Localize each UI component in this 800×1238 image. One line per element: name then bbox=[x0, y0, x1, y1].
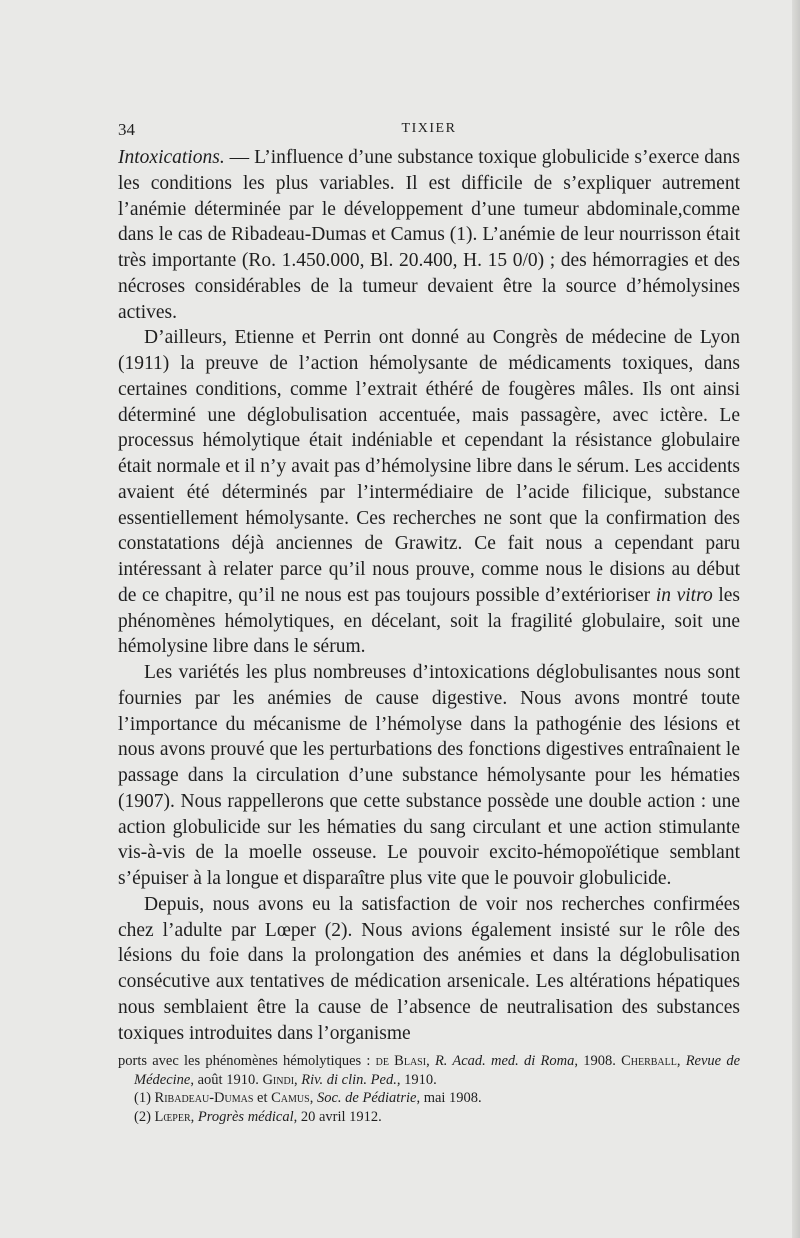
footnote-marker: (1) bbox=[134, 1090, 155, 1106]
paragraph-intoxications bbox=[118, 145, 740, 325]
section-lead: Intoxications. bbox=[118, 147, 225, 168]
author-name: Gindi bbox=[262, 1071, 295, 1088]
footnote-text: , bbox=[426, 1053, 435, 1069]
footnote-marker: (2) bbox=[134, 1108, 155, 1125]
footnote-1 bbox=[134, 1089, 740, 1108]
author-name: de Blasi bbox=[375, 1053, 427, 1069]
footnotes bbox=[118, 1052, 741, 1126]
footnote-continuation bbox=[118, 1052, 741, 1089]
page-edge bbox=[792, 0, 800, 1238]
author-name: Camus bbox=[271, 1090, 310, 1106]
author-name: Cherball bbox=[621, 1053, 677, 1069]
footnote-text: , août 1910. bbox=[190, 1071, 263, 1088]
body-text bbox=[118, 145, 740, 1046]
journal-title: R. Acad. med. di Roma bbox=[434, 1053, 575, 1069]
footnote-text: , 1910. bbox=[396, 1071, 437, 1088]
footnote-text: , bbox=[676, 1053, 686, 1069]
footnote-text: et bbox=[253, 1090, 272, 1106]
page-number: 34 bbox=[118, 120, 135, 139]
paragraph-text: — L’influence d’une substance toxique globulicide s’exerce dans les conditions les plus variables. Il est difficile de s’expliquer autrement l’anémie déterminée par le développement d’une tumeur abdominale,comme dans le cas de Ribadeau-Dumas et Camus (1). L’anémie de leur nourrisson était très importante (Ro. 1.450.000, Bl. 20.400, H. 15 0/0) ; des hémorragies et des nécroses considérables de la tumeur devaient être la source d’hémolysines actives. bbox=[118, 147, 740, 323]
footnote-text: , 1908. bbox=[574, 1053, 622, 1069]
journal-title: Progrès médical bbox=[197, 1108, 294, 1125]
running-title: TIXIER bbox=[401, 121, 457, 136]
journal-title: Soc. de Pédiatrie bbox=[316, 1090, 417, 1106]
footnote-text: , 20 avril 1912. bbox=[293, 1108, 382, 1125]
footnote-text: ports avec les phénomènes hémolytiques : bbox=[118, 1053, 376, 1069]
paragraph-anemies-digestives: Les variétés les plus nombreuses d’intoxications déglobulisantes nous sont fournies par les anémies de cause digestive. Nous avons montré toute l’importance du mécanisme de l’hémolyse dans la pathogénie des lésions et nous avons prouvé que les perturbations des fonctions digestives entraînaient le passage dans la circulation d’une substance hémolysante pour les hématies (1907). Nous rappellerons que cette substance possède une double action : une action globulicide sur les hématies du sang circulant et une action stimulante vis-à-vis de la moelle osseuse. Le pouvoir excito-hémopoïétique semblant s’épuiser à la longue et disparaître plus vite que le pouvoir globulicide. bbox=[118, 662, 740, 889]
footnote-text: , mai 1908. bbox=[416, 1090, 482, 1106]
paragraph-text: les phénomènes hémolytiques, en décelant, soit la fragilité globulaire, soit une hémolysine libre dans le sérum. bbox=[118, 584, 741, 658]
journal-title: Riv. di clin. Ped. bbox=[301, 1071, 397, 1088]
footnote-text: , bbox=[294, 1071, 302, 1088]
paragraph-text: D’ailleurs, Etienne et Perrin ont donné au Congrès de médecine de Lyon (1911) la preuve de l’action hémolysante de médicaments toxiques, dans certaines conditions, comme l’extrait éthéré de fougères mâles. Ils ont ainsi déterminé une déglobulisation accentuée, mais passagère, avec ictère. Le processus hémolytique était indéniable et cependant la résistance globulaire était normale et il n’y avait pas d’hémolysine libre dans le sérum. Les accidents avaient été déterminés par l’intermédiaire de l’acide filicique, substance essentiellement hémolysante. Ces recherches ne sont que la confirmation des constatations déjà anciennes de Grawitz. Ce fait nous a cependant paru intéressant à relater parce qu’il nous prouve, comme nous le disions au début de ce chapitre, qu’il ne nous est pas toujours possible d’extérioriser bbox=[118, 327, 740, 606]
footnote-2 bbox=[134, 1108, 740, 1127]
paragraph-loeper: Depuis, nous avons eu la satisfaction de voir nos recherches confirmées chez l’adulte par Lœper (2). Nous avions également insisté sur le rôle des lésions du foie dans la prolongation des anémies et dans la déglobulisation consécutive aux tentatives de médication arsenicale. Les altérations hépatiques nous semblaient être la cause de l’absence de neutralisation des substances toxiques introduites dans l’organisme bbox=[118, 893, 740, 1044]
author-name: Ribadeau-Dumas bbox=[154, 1090, 254, 1106]
author-name: Lœper bbox=[154, 1108, 191, 1125]
footnote-text: , bbox=[190, 1108, 198, 1125]
footnote-text: , bbox=[309, 1090, 317, 1106]
page-header bbox=[118, 120, 740, 142]
journal-title: Revue de Médecine bbox=[134, 1053, 741, 1088]
italic-term: in vitro bbox=[655, 584, 713, 606]
paragraph-etienne-perrin bbox=[118, 325, 740, 660]
